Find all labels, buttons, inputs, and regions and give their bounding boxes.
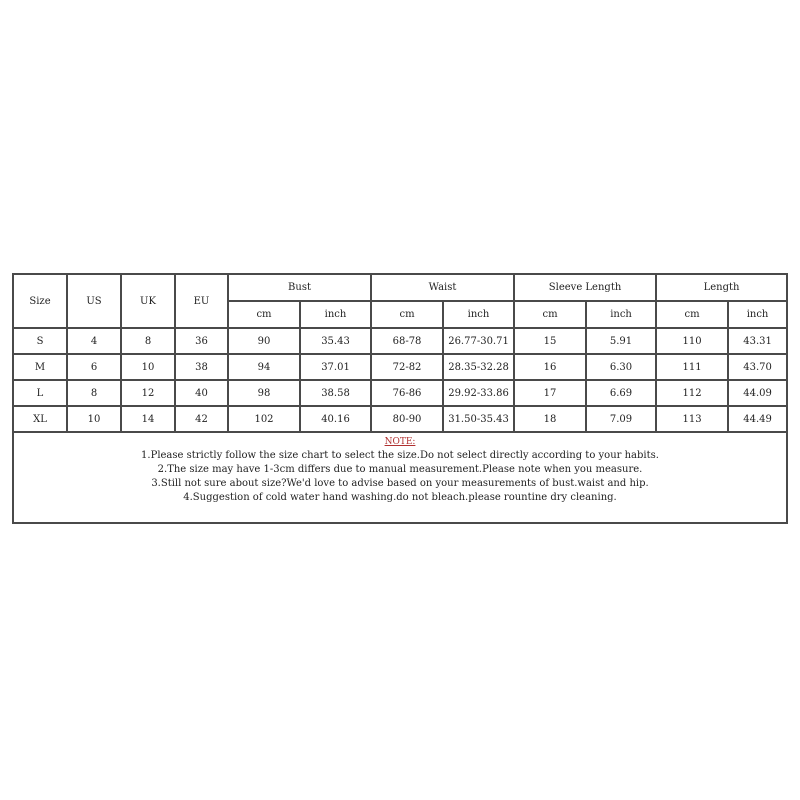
cell-sleeve-cm: 15: [515, 329, 587, 355]
header-size: Size: [14, 275, 68, 329]
note-title: NOTE:: [384, 437, 416, 447]
cell-waist-inch: 29.92-33.86: [444, 381, 515, 407]
cell-size: L: [14, 381, 68, 407]
cell-bust-inch: 40.16: [301, 407, 372, 433]
cell-waist-cm: 72-82: [372, 355, 444, 381]
header-eu: EU: [176, 275, 229, 329]
note-item: 1.Please strictly follow the size chart to select the size.Do not select directly according to your habits.: [141, 450, 659, 461]
unit-cm-waist: cm: [372, 302, 444, 329]
size-table: [14, 275, 786, 433]
header-waist: Waist: [372, 275, 515, 302]
cell-bust-cm: 98: [229, 381, 301, 407]
cell-sleeve-cm: 16: [515, 355, 587, 381]
cell-length-inch: 43.31: [729, 329, 786, 355]
unit-inch-sleeve: inch: [587, 302, 657, 329]
cell-us: 6: [68, 355, 122, 381]
cell-sleeve-cm: 17: [515, 381, 587, 407]
cell-eu: 42: [176, 407, 229, 433]
cell-waist-inch: 31.50-35.43: [444, 407, 515, 433]
table-row: [14, 355, 786, 381]
cell-length-inch: 44.09: [729, 381, 786, 407]
cell-length-cm: 112: [657, 381, 729, 407]
cell-sleeve-inch: 6.30: [587, 355, 657, 381]
cell-waist-cm: 80-90: [372, 407, 444, 433]
cell-size: XL: [14, 407, 68, 433]
cell-us: 10: [68, 407, 122, 433]
cell-uk: 10: [122, 355, 176, 381]
cell-uk: 14: [122, 407, 176, 433]
note-item: 4.Suggestion of cold water hand washing.do not bleach.please rountine dry cleaning.: [183, 492, 617, 503]
size-chart: [12, 273, 788, 524]
cell-sleeve-cm: 18: [515, 407, 587, 433]
cell-eu: 36: [176, 329, 229, 355]
cell-us: 4: [68, 329, 122, 355]
cell-uk: 8: [122, 329, 176, 355]
cell-size: M: [14, 355, 68, 381]
cell-bust-inch: 37.01: [301, 355, 372, 381]
cell-size: S: [14, 329, 68, 355]
cell-bust-cm: 94: [229, 355, 301, 381]
unit-cm-bust: cm: [229, 302, 301, 329]
cell-sleeve-inch: 6.69: [587, 381, 657, 407]
cell-sleeve-inch: 5.91: [587, 329, 657, 355]
cell-uk: 12: [122, 381, 176, 407]
note-item: 3.Still not sure about size?We'd love to advise based on your measurements of bust.waist and hip.: [151, 478, 649, 489]
header-bust: Bust: [229, 275, 372, 302]
unit-cm-length: cm: [657, 302, 729, 329]
header-length: Length: [657, 275, 786, 302]
header-uk: UK: [122, 275, 176, 329]
size-table-body: [14, 275, 786, 433]
cell-length-inch: 43.70: [729, 355, 786, 381]
cell-length-cm: 113: [657, 407, 729, 433]
cell-bust-inch: 38.58: [301, 381, 372, 407]
cell-bust-cm: 90: [229, 329, 301, 355]
header-sleeve-length: Sleeve Length: [515, 275, 657, 302]
table-row: [14, 329, 786, 355]
cell-waist-cm: 76-86: [372, 381, 444, 407]
unit-cm-sleeve: cm: [515, 302, 587, 329]
cell-eu: 40: [176, 381, 229, 407]
cell-waist-cm: 68-78: [372, 329, 444, 355]
table-row: [14, 381, 786, 407]
unit-inch-bust: inch: [301, 302, 372, 329]
cell-us: 8: [68, 381, 122, 407]
notes-section: [14, 435, 786, 505]
note-item: 2.The size may have 1-3cm differs due to manual measurement.Please note when you measure.: [157, 464, 643, 475]
cell-length-cm: 111: [657, 355, 729, 381]
cell-length-inch: 44.49: [729, 407, 786, 433]
cell-bust-cm: 102: [229, 407, 301, 433]
cell-sleeve-inch: 7.09: [587, 407, 657, 433]
cell-bust-inch: 35.43: [301, 329, 372, 355]
cell-eu: 38: [176, 355, 229, 381]
header-us: US: [68, 275, 122, 329]
header-row: [14, 275, 786, 302]
unit-inch-length: inch: [729, 302, 786, 329]
cell-waist-inch: 28.35-32.28: [444, 355, 515, 381]
cell-length-cm: 110: [657, 329, 729, 355]
cell-waist-inch: 26.77-30.71: [444, 329, 515, 355]
table-row: [14, 407, 786, 433]
unit-inch-waist: inch: [444, 302, 515, 329]
